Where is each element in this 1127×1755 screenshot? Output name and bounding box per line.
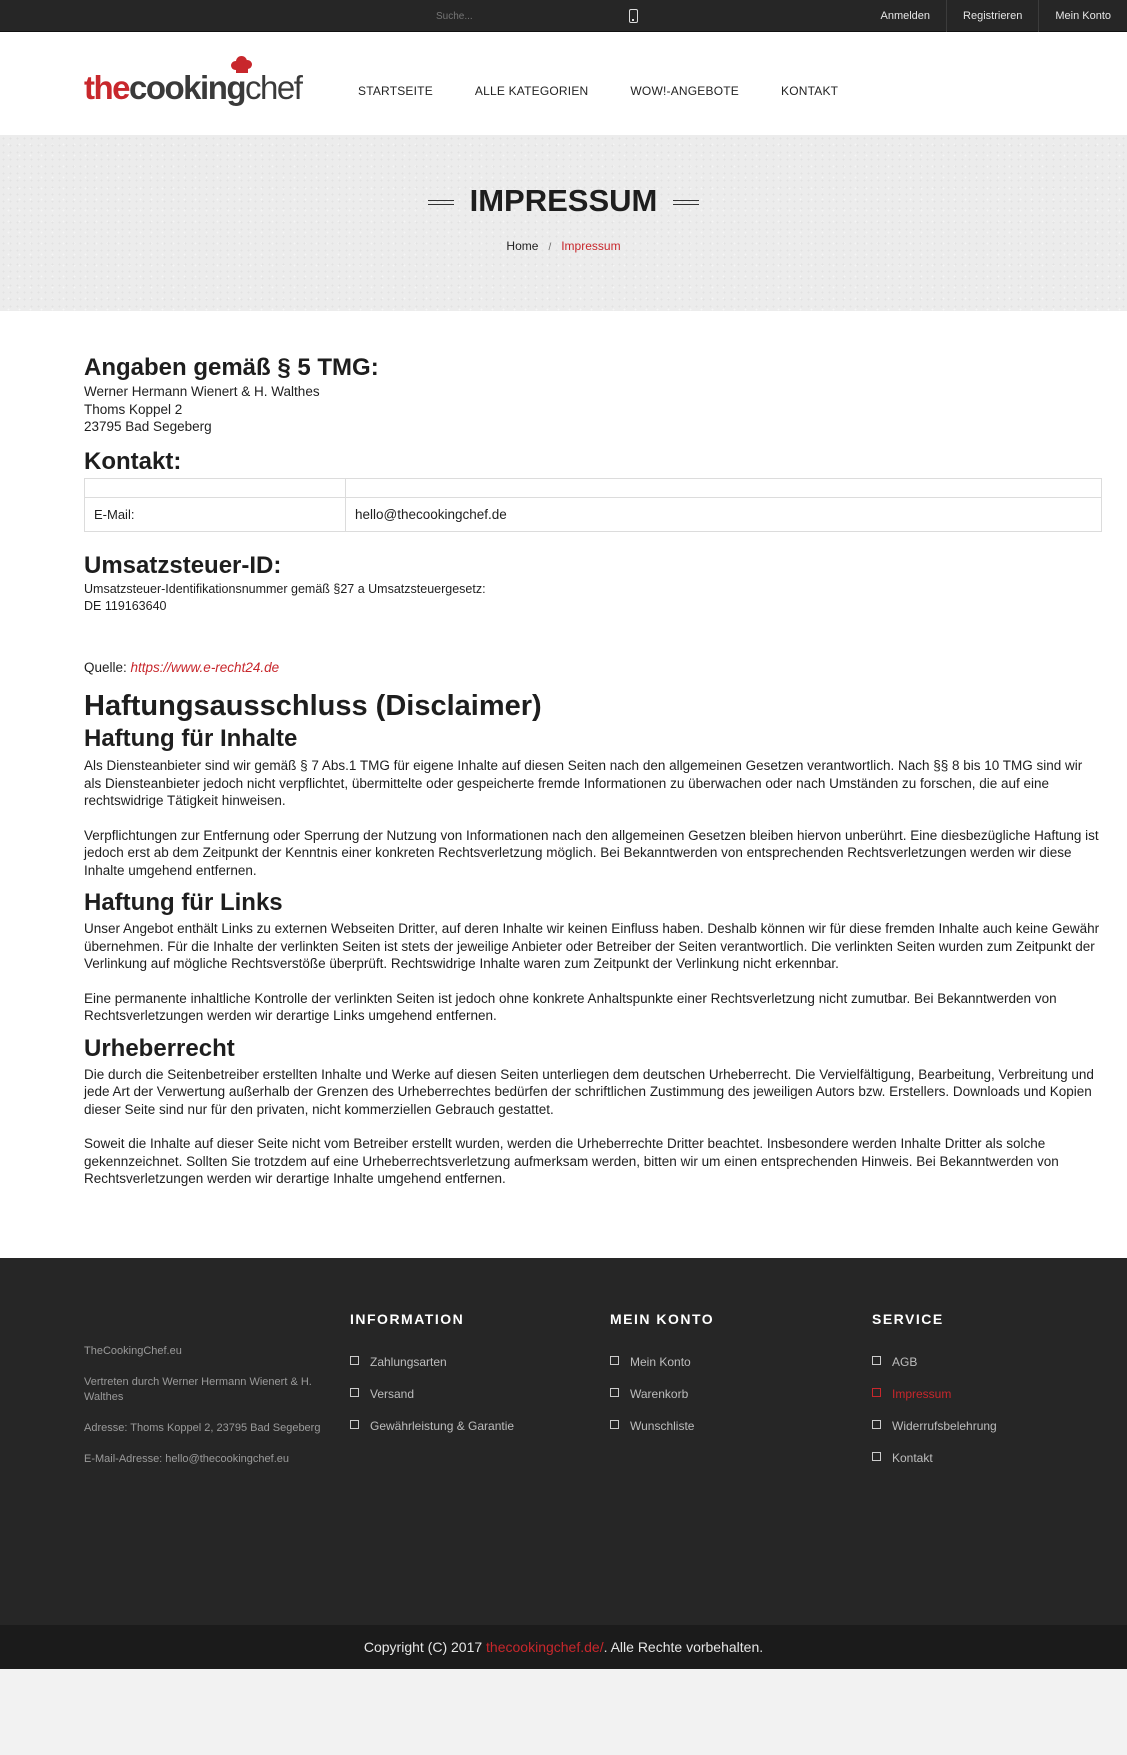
top-bar bbox=[0, 0, 1127, 32]
site-footer bbox=[0, 1258, 1127, 1625]
quelle-label: Quelle: bbox=[84, 659, 131, 675]
breadcrumb bbox=[0, 239, 1127, 253]
footer-link-impressum[interactable] bbox=[872, 1387, 997, 1419]
email-value: hello@thecookingchef.de bbox=[346, 497, 1102, 531]
footer-address-line: Adresse: Thoms Koppel 2, 23795 Bad Segeberg bbox=[84, 1422, 321, 1434]
ust-line-1: Umsatzsteuer-Identifikationsnummer gemäß §27 a Umsatzsteuergesetz: bbox=[84, 581, 486, 596]
site-logo[interactable] bbox=[84, 68, 301, 108]
links-paragraph-1: Unser Angebot enthält Links zu externen Webseiten Dritter, auf deren Inhalte wir keinen Einfluss haben. Deshalb können wir für diese fremden Inhalte auch keine Gewähr übernehmen. Für die Inhalte der verlinkten Seiten ist stets der jeweilige Anbieter oder Betreiber der Seiten verantwortlich. Die verlinkten Seiten wurden zum Zeitpunkt der Verlinkung auf mögliche Rechtsverstöße überprüft. Rechtswidrige Inhalte waren zum Zeitpunkt der Verlinkung nicht erkennbar. bbox=[84, 921, 1100, 971]
urheber-paragraph-2: Soweit die Inhalte auf dieser Seite nicht vom Betreiber erstellt wurden, werden die Urheberrechte Dritter beachtet. Insbesondere werden Inhalte Dritter als solche gekennzeichnet. Sollten Sie trotzdem auf eine Urheberrechtsverletzung aufmerksam werden, bitten wir um einen entsprechenden Hinweis. Bei Bekanntwerden von Rechtsverletzungen werden wir derartige Inhalte umgehend entfernen. bbox=[84, 1136, 1059, 1186]
disclaimer-heading: Haftungsausschluss (Disclaimer) bbox=[84, 690, 542, 722]
footer-link-zahlungsarten[interactable] bbox=[350, 1355, 514, 1387]
kontakt-heading: Kontakt: bbox=[84, 447, 182, 475]
footer-link-widerrufsbelehrung[interactable] bbox=[872, 1419, 997, 1451]
footer-link-label: Kontakt bbox=[892, 1451, 933, 1465]
quelle bbox=[84, 659, 1102, 677]
checkbox-icon bbox=[350, 1356, 359, 1365]
haftung-inhalte-heading: Haftung für Inhalte bbox=[84, 725, 298, 752]
footer-link-label: Zahlungsarten bbox=[370, 1355, 447, 1369]
page-title-text: IMPRESSUM bbox=[469, 183, 658, 218]
logo-cooking: cooking bbox=[129, 69, 246, 106]
search-input[interactable] bbox=[430, 8, 640, 26]
nav-wow-angebote[interactable]: WOW!-ANGEBOTE bbox=[630, 84, 739, 98]
footer-company: TheCookingChef.eu bbox=[84, 1345, 182, 1357]
email-label: E-Mail: bbox=[85, 497, 346, 531]
inhalte-paragraph-2: Verpflichtungen zur Entfernung oder Sperrung der Nutzung von Informationen nach den allgemeinen Gesetzen bleiben hiervon unberührt. Eine diesbezügliche Haftung ist jedoch erst ab dem Zeitpunkt der Kenntnis einer konkreten Rechtsverletzung möglich. Bei Bekanntwerden von entsprechenden Rechtsverletzungen werden wir diese Inhalte umgehend entfernen. bbox=[84, 827, 1099, 878]
footer-email: E-Mail-Adresse: hello@thecookingchef.eu bbox=[84, 1453, 289, 1465]
urheber-paragraph-1: Die durch die Seitenbetreiber erstellten Inhalte und Werke auf diesen Seiten unterliegen dem deutschen Urheberrecht. Die Vervielfältigung, Bearbeitung, Verbreitung und jede Art der Verwertung außerhalb der Grenzen des Urheberrechtes bedürfen der schriftlichen Zustimmung des jeweiligen Autors bzw. Erstellers. Downloads und Kopien dieser Seite sind nur für den privaten, nicht kommerziellen Gebrauch gestattet. bbox=[84, 1066, 1094, 1117]
checkbox-icon bbox=[872, 1452, 881, 1461]
table-row bbox=[85, 497, 1102, 531]
main-nav bbox=[358, 84, 880, 98]
footer-link-label: Gewährleistung & Garantie bbox=[370, 1419, 515, 1433]
footer-link-wunschliste[interactable] bbox=[610, 1419, 714, 1451]
nav-startseite[interactable]: STARTSEITE bbox=[358, 84, 433, 98]
quelle-link[interactable]: https://www.e-recht24.de bbox=[130, 659, 280, 675]
site-header bbox=[0, 32, 1127, 135]
nav-kontakt[interactable]: KONTAKT bbox=[781, 84, 839, 98]
urheberrecht-heading: Urheberrecht bbox=[84, 1034, 235, 1062]
footer-information bbox=[350, 1311, 514, 1451]
footer-link-label: Impressum bbox=[892, 1387, 952, 1401]
footer-link-label: Warenkorb bbox=[630, 1387, 689, 1401]
main-content bbox=[0, 311, 1127, 1258]
footer-link-kontakt[interactable] bbox=[872, 1451, 997, 1483]
page-title bbox=[0, 183, 1127, 219]
footer-link-mein-konto[interactable] bbox=[610, 1355, 714, 1387]
breadcrumb-home[interactable]: Home bbox=[506, 239, 539, 253]
address-line-3: 23795 Bad Segeberg bbox=[84, 419, 212, 434]
table-row bbox=[85, 478, 1102, 497]
haftung-links-heading: Haftung für Links bbox=[84, 889, 283, 916]
footer-information-heading: INFORMATION bbox=[350, 1311, 465, 1327]
footer-link-versand[interactable] bbox=[350, 1387, 514, 1419]
footer-mein-konto-heading: MEIN KONTO bbox=[610, 1311, 715, 1327]
checkbox-icon bbox=[610, 1356, 619, 1365]
footer-link-label: Widerrufsbelehrung bbox=[892, 1419, 997, 1433]
logo-the: the bbox=[84, 69, 129, 106]
checkbox-icon bbox=[872, 1420, 881, 1429]
footer-link-label: AGB bbox=[892, 1355, 918, 1369]
angaben-heading: Angaben gemäß § 5 TMG: bbox=[84, 354, 379, 381]
nav-alle-kategorien[interactable]: ALLE KATEGORIEN bbox=[474, 84, 589, 98]
copyright-suffix: . Alle Rechte vorbehalten. bbox=[603, 1639, 764, 1655]
footer-mein-konto bbox=[610, 1311, 714, 1451]
copyright-bar bbox=[0, 1625, 1127, 1669]
page-title-band bbox=[0, 135, 1127, 311]
checkbox-icon bbox=[350, 1388, 359, 1397]
title-decoration-right bbox=[673, 200, 699, 205]
checkbox-icon bbox=[350, 1420, 359, 1429]
footer-link-label: Versand bbox=[370, 1387, 415, 1401]
footer-link-agb[interactable] bbox=[872, 1355, 997, 1387]
checkbox-icon bbox=[610, 1420, 619, 1429]
my-account-link[interactable]: Mein Konto bbox=[1038, 0, 1127, 32]
ust-heading: Umsatzsteuer-ID: bbox=[84, 551, 282, 579]
logo-chef: chef bbox=[245, 69, 302, 106]
kontakt-table bbox=[84, 478, 1102, 532]
footer-link-label: Mein Konto bbox=[630, 1355, 691, 1369]
checkbox-icon bbox=[872, 1356, 881, 1365]
footer-service-heading: SERVICE bbox=[872, 1311, 944, 1327]
copyright-prefix: Copyright (C) 2017 bbox=[363, 1639, 487, 1655]
links-paragraph-2: Eine permanente inhaltliche Kontrolle der verlinkten Seiten ist jedoch ohne konkrete Anhaltspunkte einer Rechtsverletzung nicht zumutbar. Bei Bekanntwerden von Rechtsverletzungen werden wir derartige Links umgehend entfernen. bbox=[84, 990, 1057, 1023]
footer-link-warenkorb[interactable] bbox=[610, 1387, 714, 1419]
checkbox-icon bbox=[610, 1388, 619, 1397]
footer-represented: Vertreten durch Werner Hermann Wienert & H. Walthes bbox=[84, 1376, 312, 1403]
ust-line-2: DE 119163640 bbox=[84, 598, 167, 613]
checkbox-icon bbox=[872, 1388, 881, 1397]
breadcrumb-current: Impressum bbox=[561, 239, 621, 253]
inhalte-paragraph-1: Als Diensteanbieter sind wir gemäß § 7 Abs.1 TMG für eigene Inhalte auf diesen Seiten nach den allgemeinen Gesetzen verantwortlich. Nach §§ 8 bis 10 TMG sind wir als Diensteanbieter jedoch nicht verpflichtet, übermittelte oder gespeicherte fremde Informationen zu überwachen oder nach Umständen zu forschen, die auf eine rechtswidrige Tätigkeit hinweisen. bbox=[84, 758, 1083, 808]
copyright-link[interactable]: thecookingchef.de/ bbox=[486, 1639, 604, 1655]
mobile-phone-icon[interactable] bbox=[629, 9, 638, 23]
page-bottom-space bbox=[0, 1669, 1127, 1755]
footer-link-label: Wunschliste bbox=[630, 1419, 695, 1433]
footer-service bbox=[872, 1311, 997, 1483]
account-links bbox=[864, 0, 1127, 32]
address-line-1: Werner Hermann Wienert & H. Walthes bbox=[84, 384, 320, 399]
address-line-2: Thoms Koppel 2 bbox=[84, 401, 183, 417]
login-link[interactable]: Anmelden bbox=[880, 10, 931, 22]
breadcrumb-separator: / bbox=[548, 242, 552, 253]
footer-link-gewaehrleistung[interactable] bbox=[350, 1419, 514, 1451]
register-link[interactable]: Registrieren bbox=[946, 0, 1038, 32]
footer-address bbox=[84, 1344, 324, 1483]
title-decoration-left bbox=[428, 200, 454, 205]
